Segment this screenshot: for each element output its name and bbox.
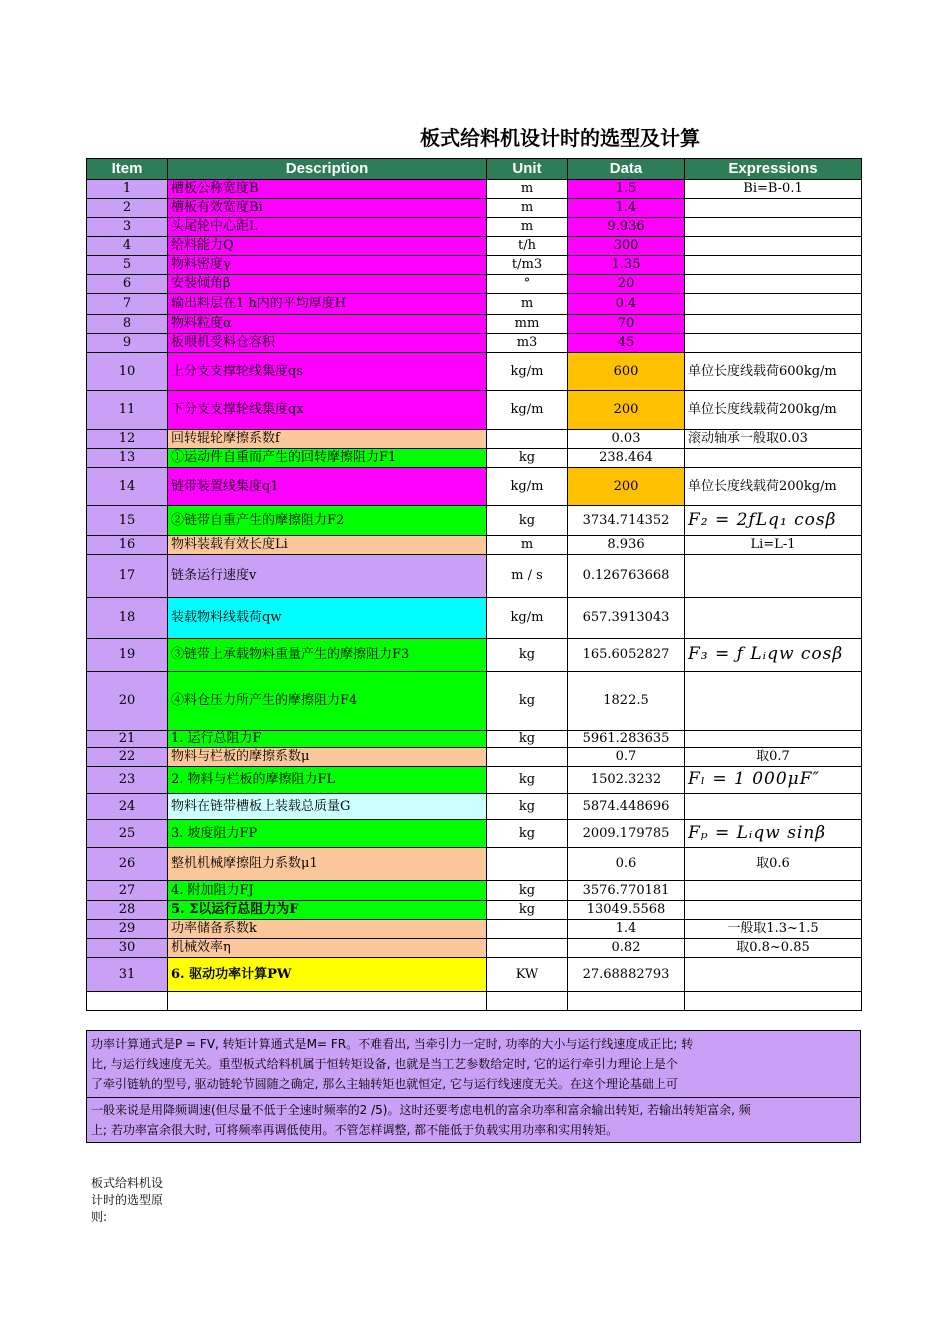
row-unit: kg [487,901,568,920]
table-body [87,180,862,1011]
row-item: 11 [87,391,168,430]
table-row [87,218,862,237]
row-item: 6 [87,275,168,294]
row-expression: F₃ = ƒ Lᵢqw cosβ [685,639,862,672]
row-unit: m [487,536,568,555]
row-data: 238.464 [568,449,685,468]
row-item: 14 [87,468,168,506]
row-data: 200 [568,391,685,430]
table-row [87,598,862,639]
note-line: 比, 与运行线速度无关。重型板式给料机属于恒转矩设备, 也就是当工艺参数给定时, 它的运行牵引力理论上是个 [91,1057,678,1071]
row-description: 链带装置线集度q1 [168,468,487,506]
row-item: 25 [87,820,168,848]
table-row [87,731,862,748]
row-item: 26 [87,848,168,881]
table-row [87,536,862,555]
row-description: 2. 物料与栏板的摩擦阻力FL [168,767,487,794]
header-unit: Unit [487,159,568,180]
row-item: 10 [87,353,168,391]
row-data: 0.82 [568,939,685,958]
row-expression [685,294,862,315]
note-line: 一般来说是用降频调速(但尽量不低于全速时频率的2 /5)。这时还要考虑电机的富余功率和富余输出转矩, 若输出转矩富余, 频 [91,1103,751,1117]
row-expression: 单位长度线载荷600kg/m [685,353,862,391]
row-unit: kg/m [487,468,568,506]
row-description: 给料能力Q [168,237,487,256]
row-data: 300 [568,237,685,256]
blank-row [87,992,862,1011]
row-data: 27.68882793 [568,958,685,992]
row-description: 物料在链带槽板上装载总质量G [168,794,487,820]
row-data: 1.5 [568,180,685,199]
note-paragraph-2 [87,1098,861,1143]
row-expression: 单位长度线载荷200kg/m [685,468,862,506]
row-expression: Fₗ = 1 000μF″ [685,767,862,794]
row-data: 3576.770181 [568,881,685,901]
row-data: 45 [568,334,685,353]
table-row [87,334,862,353]
row-expression [685,449,862,468]
row-data: 200 [568,468,685,506]
row-item: 8 [87,315,168,334]
row-description: 物料粒度α [168,315,487,334]
row-data: 5874.448696 [568,794,685,820]
row-item: 20 [87,672,168,731]
row-unit: kg [487,731,568,748]
header-data: Data [568,159,685,180]
note-line: 功率计算通式是P = FV, 转矩计算通式是M= FR。不难看出, 当牵引力一定时, 功率的大小与运行线速度成正比; 转 [91,1037,694,1051]
row-data: 657.3913043 [568,598,685,639]
footer-note: 板式给料机设计时的选型原则: [91,1176,164,1224]
row-expression: 取0.7 [685,748,862,767]
table-row [87,820,862,848]
row-data: 0.7 [568,748,685,767]
row-description: 安装倾角β [168,275,487,294]
row-data: 8.936 [568,536,685,555]
row-expression: 单位长度线载荷200kg/m [685,391,862,430]
table-row [87,939,862,958]
note-line: 上; 若功率富余很大时, 可将频率再调低使用。不管怎样调整, 都不能低于负载实用功率和实用转矩。 [91,1123,619,1137]
table-row [87,958,862,992]
row-description: 物料装载有效长度Li [168,536,487,555]
table-row [87,199,862,218]
row-unit: ° [487,275,568,294]
table-row [87,256,862,275]
row-item: 5 [87,256,168,275]
row-data: 0.03 [568,430,685,449]
row-unit: m3 [487,334,568,353]
row-expression: 滚动轴承一般取0.03 [685,430,862,449]
row-data: 1822.5 [568,672,685,731]
page-title: 板式给料机设计时的选型及计算 [420,126,700,150]
row-item: 29 [87,920,168,939]
row-description: 头尾轮中心距L [168,218,487,237]
table-row [87,468,862,506]
table-row [87,449,862,468]
row-data: 2009.179785 [568,820,685,848]
row-description: 回转辊轮摩擦系数f [168,430,487,449]
row-unit: kg [487,449,568,468]
table-row [87,315,862,334]
header-expressions: Expressions [685,159,862,180]
row-data: 600 [568,353,685,391]
row-unit: t/m3 [487,256,568,275]
row-description: 下分支支撑轮线集度qx [168,391,487,430]
row-item: 19 [87,639,168,672]
row-expression [685,237,862,256]
table-row [87,920,862,939]
row-unit: KW [487,958,568,992]
row-data: 1502.3232 [568,767,685,794]
header-description: Description [168,159,487,180]
row-description: 5. Σ以运行总阻力为F [168,901,487,920]
row-description: 整机机械摩擦阻力系数μ1 [168,848,487,881]
row-unit: kg/m [487,353,568,391]
row-expression [685,901,862,920]
table-row [87,180,862,199]
row-unit: kg/m [487,391,568,430]
row-description: 1. 运行总阻力F [168,731,487,748]
row-description: 物料密度γ [168,256,487,275]
row-description: 功率储备系数k [168,920,487,939]
row-unit: kg [487,506,568,536]
row-expression [685,256,862,275]
row-item: 3 [87,218,168,237]
table-row [87,294,862,315]
row-expression: 一般取1.3~1.5 [685,920,862,939]
row-unit [487,848,568,881]
row-unit: kg [487,767,568,794]
row-item: 21 [87,731,168,748]
row-description: 上分支支撑轮线集度qs [168,353,487,391]
row-item: 24 [87,794,168,820]
row-data: 165.6052827 [568,639,685,672]
row-unit: m / s [487,555,568,598]
table-row [87,767,862,794]
row-unit: m [487,294,568,315]
table-row [87,275,862,294]
row-expression [685,334,862,353]
table-row [87,848,862,881]
row-expression [685,315,862,334]
row-expression: 取0.6 [685,848,862,881]
row-data: 0.4 [568,294,685,315]
row-item: 7 [87,294,168,315]
row-unit: kg [487,672,568,731]
row-data: 1.4 [568,199,685,218]
note-paragraph-1 [87,1031,861,1098]
row-description: 槽板公称宽度B [168,180,487,199]
row-expression: Li=L-1 [685,536,862,555]
table-row [87,430,862,449]
row-data: 1.4 [568,920,685,939]
row-unit: m [487,180,568,199]
row-unit: m [487,199,568,218]
row-expression [685,881,862,901]
row-item: 28 [87,901,168,920]
row-unit: kg [487,820,568,848]
row-expression [685,218,862,237]
row-description: 槽板有效宽度Bi [168,199,487,218]
row-unit: kg/m [487,598,568,639]
row-item: 9 [87,334,168,353]
row-description: 板喂机受料仓容积 [168,334,487,353]
row-description: 机械效率η [168,939,487,958]
blank-cell [685,992,862,1011]
row-item: 23 [87,767,168,794]
table-row [87,353,862,391]
blank-cell [87,992,168,1011]
row-item: 31 [87,958,168,992]
row-description: ②链带自重产生的摩擦阻力F2 [168,506,487,536]
row-item: 22 [87,748,168,767]
header-row [87,159,862,180]
table-row [87,881,862,901]
row-description: 装载物料线载荷qw [168,598,487,639]
row-item: 1 [87,180,168,199]
row-data: 70 [568,315,685,334]
row-data: 13049.5568 [568,901,685,920]
notes-box [86,1030,861,1143]
row-item: 17 [87,555,168,598]
row-item: 4 [87,237,168,256]
table-row [87,672,862,731]
table-row [87,639,862,672]
table-row [87,748,862,767]
row-expression [685,275,862,294]
blank-cell [487,992,568,1011]
row-expression [685,731,862,748]
table-row [87,391,862,430]
row-data: 0.126763668 [568,555,685,598]
header-item: Item [87,159,168,180]
row-item: 13 [87,449,168,468]
table-row [87,901,862,920]
row-data: 5961.283635 [568,731,685,748]
row-unit [487,939,568,958]
row-description: ①运动件自重而产生的回转摩擦阻力F1 [168,449,487,468]
row-data: 3734.714352 [568,506,685,536]
row-item: 27 [87,881,168,901]
row-expression: Fₚ = Lᵢqw sinβ [685,820,862,848]
note-line: 了牵引链轨的型号, 驱动链轮节圆随之确定, 那么主轴转矩也就恒定, 它与运行线速度无关。在这个理论基础上可 [91,1077,678,1091]
row-expression [685,555,862,598]
row-unit [487,748,568,767]
row-unit: m [487,218,568,237]
row-expression [685,794,862,820]
table-row [87,506,862,536]
row-unit [487,430,568,449]
row-unit [487,920,568,939]
row-description: 3. 坡度阻力FP [168,820,487,848]
row-item: 16 [87,536,168,555]
row-expression: Bi=B-0.1 [685,180,862,199]
row-description: 链条运行速度v [168,555,487,598]
row-item: 30 [87,939,168,958]
row-expression [685,672,862,731]
blank-cell [168,992,487,1011]
row-item: 12 [87,430,168,449]
row-data: 9.936 [568,218,685,237]
row-data: 0.6 [568,848,685,881]
row-description: 6. 驱动功率计算PW [168,958,487,992]
row-item: 18 [87,598,168,639]
row-description: 4. 附加阻力FJ [168,881,487,901]
table-row [87,237,862,256]
row-unit: kg [487,881,568,901]
row-description: 物料与栏板的摩擦系数μ [168,748,487,767]
table-row [87,794,862,820]
row-description: ④料仓压力所产生的摩擦阻力F4 [168,672,487,731]
row-item: 2 [87,199,168,218]
row-unit: kg [487,639,568,672]
row-description: ③链带上承载物料重量产生的摩擦阻力F3 [168,639,487,672]
row-unit: mm [487,315,568,334]
row-unit: t/h [487,237,568,256]
row-expression: 取0.8~0.85 [685,939,862,958]
row-expression [685,958,862,992]
row-expression [685,598,862,639]
row-data: 20 [568,275,685,294]
row-unit: kg [487,794,568,820]
row-expression [685,199,862,218]
row-item: 15 [87,506,168,536]
row-expression: F₂ = 2ƒLq₁ cosβ [685,506,862,536]
table-row [87,555,862,598]
row-data: 1.35 [568,256,685,275]
row-description: 输出料层在1 h内的平均厚度H [168,294,487,315]
calc-table [86,158,862,1011]
blank-cell [568,992,685,1011]
